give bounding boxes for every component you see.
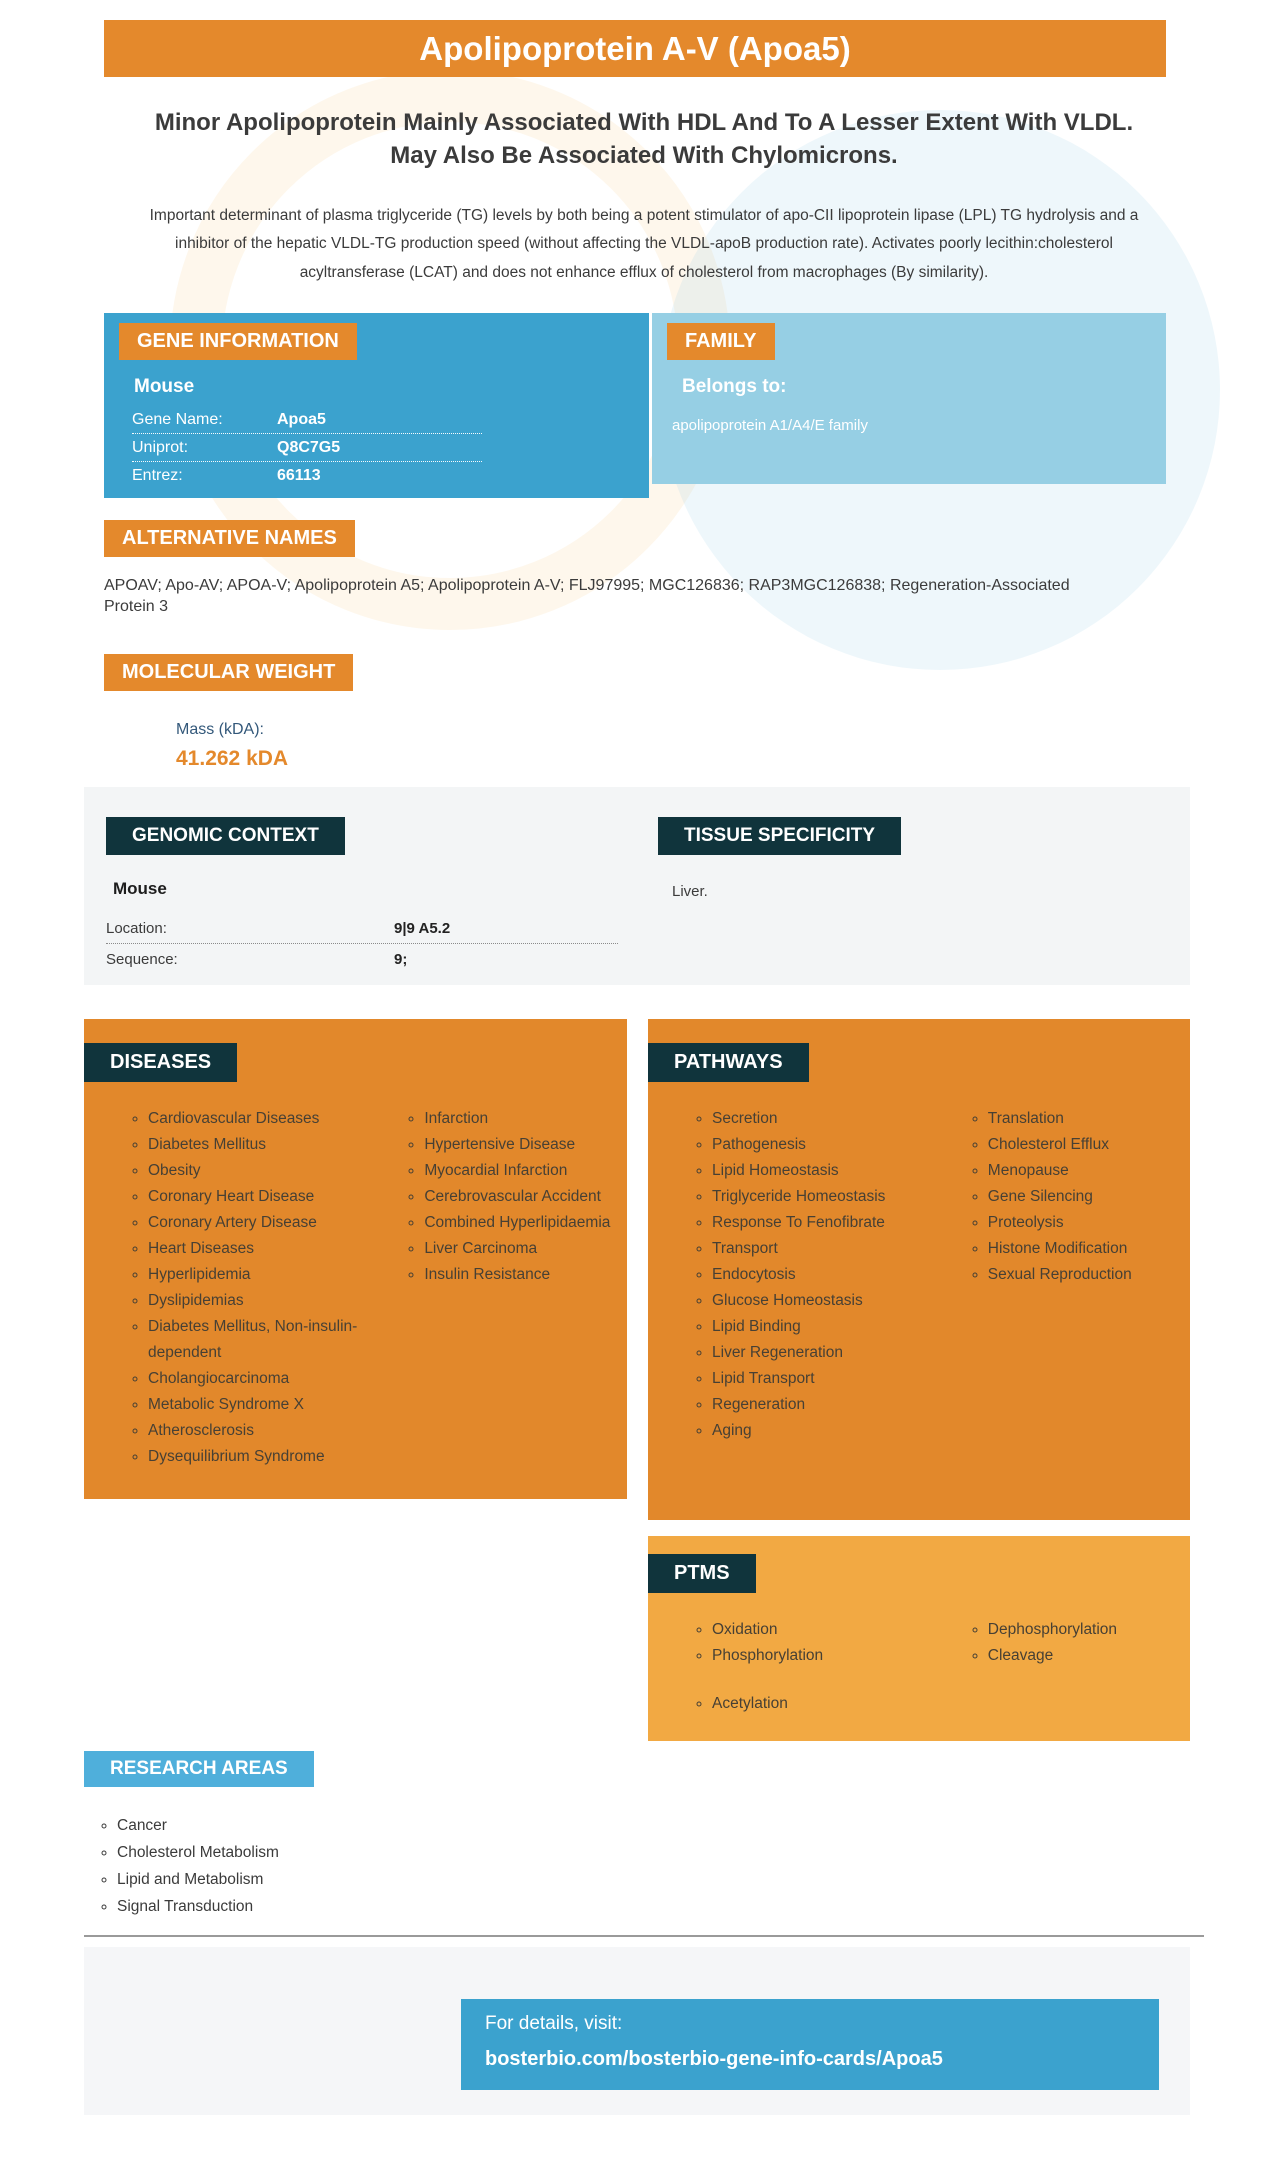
gene-name-value: Apoa5 [277,410,326,428]
entrez-label: Entrez: [132,466,183,484]
list-item: ◦ Histone Modification [988,1236,1190,1262]
ptms-heading: PTMS [648,1554,756,1593]
list-item: ◦ Infarction [424,1106,627,1132]
list-item: ◦ Diabetes Mellitus [148,1132,375,1158]
list-item: ◦ Liver Regeneration [712,1340,939,1366]
pathways-section [648,1019,1190,1520]
list-item: ◦ Menopause [988,1158,1190,1184]
genomic-context-section [84,787,637,985]
gene-info-family-row [104,313,1166,498]
list-item: ◦ Translation [988,1106,1190,1132]
genomic-tissue-panel [84,787,1190,985]
species-label: Mouse [134,375,195,397]
list-item: ◦ Dyslipidemias [148,1288,375,1314]
belongs-to-label: Belongs to: [682,375,787,397]
table-row [132,406,482,434]
list-item: ◦ Pathogenesis [712,1132,939,1158]
pathways-heading: PATHWAYS [648,1043,809,1082]
list-item: ◦ Lipid Binding [712,1314,939,1340]
list-item: ◦ Heart Diseases [148,1236,375,1262]
mass-label: Mass (kDA): [176,721,264,739]
list-item: ◦ Sexual Reproduction [988,1262,1190,1288]
list-item: ◦ Myocardial Infarction [424,1158,627,1184]
family-value: apolipoprotein A1/A4/E family [672,416,868,434]
molecular-weight-heading: MOLECULAR WEIGHT [104,654,353,691]
diseases-heading: DISEASES [84,1043,237,1082]
alternative-names-text: APOAV; Apo-AV; APOA-V; Apolipoprotein A5; Apolipoprotein A-V; FLJ97995; MGC126836; RAP3MGC126838; Regeneration-Associated Protein 3 [104,576,1070,616]
family-section [652,313,1166,484]
list-item: ◦ Metabolic Syndrome X [148,1392,375,1418]
list-item: ◦ Coronary Artery Disease [148,1210,375,1236]
list-item: ◦ Lipid Transport [712,1366,939,1392]
research-areas-heading: RESEARCH AREAS [84,1751,314,1787]
gene-information-table [132,406,482,489]
list-item: ◦ Endocytosis [712,1262,939,1288]
diseases-section [84,1019,627,1499]
list-item: ◦ Cholangiocarcinoma [148,1366,375,1392]
ptms-column-2 [969,1617,1190,1669]
pathways-column-1 [693,1106,939,1444]
ptms-lists [648,1617,1190,1669]
list-item: ◦ Aging [712,1418,939,1444]
ptms-section [648,1536,1190,1741]
list-item: ◦ Oxidation [712,1617,939,1643]
list-item: ◦ Dephosphorylation [988,1617,1190,1643]
table-row [132,462,482,489]
list-item: ◦ Diabetes Mellitus, Non-insulin-dependent [148,1314,375,1366]
list-item: ◦ Cardiovascular Diseases [148,1106,375,1132]
list-item: ◦ Liver Carcinoma [424,1236,627,1262]
sequence-value: 9; [394,951,408,969]
table-row [132,434,482,462]
pathways-column-2 [969,1106,1190,1444]
right-column [648,1019,1190,1921]
list-item: ◦ Glucose Homeostasis [712,1288,939,1314]
footer-divider [84,1935,1204,1937]
genomic-context-heading: GENOMIC CONTEXT [106,817,345,855]
gene-info-card [0,20,1288,2115]
mass-value: 41.262 kDA [176,747,289,771]
footer-url-link[interactable]: bosterbio.com/bosterbio-gene-info-cards/Apoa5 [485,2047,943,2070]
uniprot-label: Uniprot: [132,438,189,456]
list-item: ◦ Gene Silencing [988,1184,1190,1210]
footer-visit-label: For details, visit: [485,2012,623,2034]
uniprot-value: Q8C7G5 [277,438,341,456]
location-label: Location: [106,920,167,938]
list-item: ◦ Acetylation [712,1695,943,1713]
footer-panel [84,1947,1190,2115]
diseases-column-1 [129,1106,375,1470]
ptms-extra-list [693,1695,943,1713]
list-item: ◦ Coronary Heart Disease [148,1184,375,1210]
list-item: ◦ Signal Transduction [117,1894,627,1921]
gene-summary-heading: Minor Apolipoprotein Mainly Associated With HDL And To A Lesser Extent With VLDL. May Also Be Associated With Chylomicrons. [154,109,1134,169]
family-heading: FAMILY [667,323,775,360]
diseases-column-2 [405,1106,627,1470]
gene-information-section [104,313,649,498]
sequence-label: Sequence: [106,951,178,969]
tissue-specificity-section [637,787,1190,985]
pathways-lists [648,1106,1190,1444]
list-item: ◦ Transport [712,1236,939,1262]
footer-details-box [461,1999,1159,2090]
page-title: Apolipoprotein A-V (Apoa5) [104,20,1166,77]
list-item: ◦ Insulin Resistance [424,1262,627,1288]
research-areas-list [98,1813,627,1921]
list-item: ◦ Cleavage [988,1643,1190,1669]
list-item: ◦ Hypertensive Disease [424,1132,627,1158]
gene-information-heading: GENE INFORMATION [119,323,357,360]
location-value: 9|9 A5.2 [394,920,451,938]
species-label: Mouse [113,879,167,899]
diseases-lists [84,1106,627,1470]
gene-name-label: Gene Name: [132,410,223,428]
list-item: ◦ Regeneration [712,1392,939,1418]
genomic-context-table [106,913,618,974]
left-column [84,1019,627,1921]
ptms-column-1 [693,1617,939,1669]
list-item: ◦ Cholesterol Metabolism [117,1840,627,1867]
tissue-specificity-text: Liver. [672,883,708,901]
list-item: ◦ Atherosclerosis [148,1418,375,1444]
list-item: ◦ Cholesterol Efflux [988,1132,1190,1158]
list-item: ◦ Cerebrovascular Accident [424,1184,627,1210]
list-item: ◦ Lipid Homeostasis [712,1158,939,1184]
list-item: ◦ Secretion [712,1106,939,1132]
gene-description: Important determinant of plasma triglyceride (TG) levels by both being a potent stimulator of apo-CII lipoprotein lipase (LPL) TG hydrolysis and a inhibitor of the hepatic VLDL-TG production speed (without affecting the VLDL-apoB production rate). Activates poorly lecithin:cholesterol acyltransferase (LCAT) and does not enhance efflux of cholesterol from macrophages (By similarity). [149,207,1139,281]
table-row [106,944,618,974]
entrez-value: 66113 [277,466,321,484]
list-item: ◦ Dysequilibrium Syndrome [148,1444,375,1470]
list-item: ◦ Triglyceride Homeostasis [712,1184,939,1210]
list-item: ◦ Obesity [148,1158,375,1184]
list-item: ◦ Cancer [117,1813,627,1840]
list-item: ◦ Phosphorylation [712,1643,939,1669]
list-item: ◦ Lipid and Metabolism [117,1867,627,1894]
alternative-names-heading: ALTERNATIVE NAMES [104,520,355,557]
list-item: ◦ Combined Hyperlipidaemia [424,1210,627,1236]
list-item: ◦ Response To Fenofibrate [712,1210,939,1236]
tissue-specificity-heading: TISSUE SPECIFICITY [658,817,901,855]
list-item: ◦ Hyperlipidemia [148,1262,375,1288]
diseases-pathways-row [84,1019,1190,1921]
table-row [106,913,618,944]
list-item: ◦ Proteolysis [988,1210,1190,1236]
